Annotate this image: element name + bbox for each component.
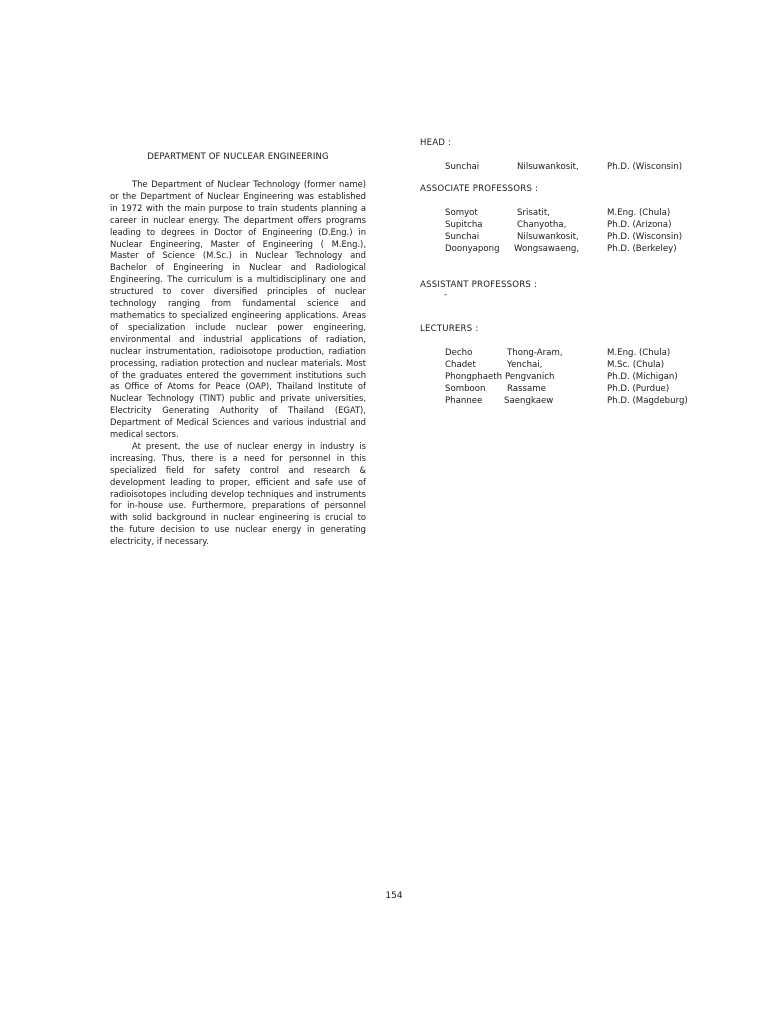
member-first-name: Somboon <box>445 384 486 394</box>
member-degree: M.Eng. (Chula) <box>607 348 671 358</box>
member-first-name: Sunchai <box>445 232 480 242</box>
member-degree: Ph.D. (Michigan) <box>607 372 678 382</box>
associate-member-row <box>420 220 710 232</box>
member-last-name: Pengvanich <box>505 372 555 382</box>
member-degree: Ph.D. (Arizona) <box>607 220 672 230</box>
member-last-name: Srisatit, <box>517 208 550 218</box>
member-last-name: Yenchai, <box>507 360 543 370</box>
member-degree: M.Eng. (Chula) <box>607 208 671 218</box>
department-description <box>110 179 366 548</box>
associate-member-row <box>420 244 710 256</box>
member-degree: M.Sc. (Chula) <box>607 360 665 370</box>
department-title: DEPARTMENT OF NUCLEAR ENGINEERING <box>147 152 329 162</box>
member-degree: Ph.D. (Purdue) <box>607 384 670 394</box>
lecturer-row <box>420 360 710 372</box>
member-last-name: Chanyotha, <box>517 220 567 230</box>
page-number: 154 <box>385 891 403 901</box>
member-first-name: Phannee <box>445 396 483 406</box>
lecturer-row <box>420 396 710 408</box>
associate-member-row <box>420 232 710 244</box>
assistant-professors-none: - <box>444 290 448 300</box>
head-heading: HEAD : <box>420 138 452 148</box>
associate-member-row <box>420 208 710 220</box>
member-last-name: Nilsuwankosit, <box>517 232 579 242</box>
member-first-name: Chadet <box>445 360 476 370</box>
lecturer-row <box>420 384 710 396</box>
member-first-name: Somyot <box>445 208 478 218</box>
member-first-name: Doonyapong <box>445 244 500 254</box>
lecturer-row <box>420 372 710 384</box>
associate-professors-heading: ASSOCIATE PROFESSORS : <box>420 184 539 194</box>
lecturer-row <box>420 348 710 360</box>
member-last-name: Wongsawaeng, <box>514 244 580 254</box>
description-paragraph-1: The Department of Nuclear Technology (former name) or the Department of Nuclear Engineering was established in 1972 with the main purpose to train students planning a career in nuclear energy. The department offers programs leading to degrees in Doctor of Engineering (D.Eng.) in Nuclear Engineering, Master of Engineering ( M.Eng.), Master of Science (M.Sc.) in Nuclear Technology and Bachelor of Engineering in Nuclear and Radiological Engineering. The curriculum is a multidisciplinary one and structured to cover diversified principles of nuclear technology ranging from fundamental science and mathematics to specialized engineering applications. Areas of specialization include nuclear power engineering, environmental and industrial applications of radiation, nuclear instrumentation, radioisotope production, radiation processing, radiation protection and nuclear materials. Most of the graduates entered the government institutions such as Office of Atoms for Peace (OAP), Thailand Institute of Nuclear Technology (TINT) public and private universities, Electricity Generating Authority of Thailand (EGAT), Department of Medical Sciences and various industrial and medical sectors. <box>110 179 366 440</box>
member-degree: Ph.D. (Berkeley) <box>607 244 677 254</box>
member-last-name: Nilsuwankosit, <box>517 162 579 172</box>
member-degree: Ph.D. (Wisconsin) <box>607 162 683 172</box>
member-degree: Ph.D. (Magdeburg) <box>607 396 688 406</box>
member-degree: Ph.D. (Wisconsin) <box>607 232 683 242</box>
head-member-row <box>420 162 710 174</box>
assistant-professors-heading: ASSISTANT PROFESSORS : <box>420 280 538 290</box>
member-first-name: Supitcha <box>445 220 483 230</box>
member-last-name: Saengkaew <box>504 396 554 406</box>
member-first-name: Phongphaeth <box>445 372 503 382</box>
member-last-name: Rassame <box>507 384 546 394</box>
lecturers-heading: LECTURERS : <box>420 324 479 334</box>
member-first-name: Decho <box>445 348 473 358</box>
member-first-name: Sunchai <box>445 162 480 172</box>
member-last-name: Thong-Aram, <box>507 348 563 358</box>
description-paragraph-2: At present, the use of nuclear energy in industry is increasing. Thus, there is a need for personnel in this specialized field for safety control and research & development leading to proper, efficient and safe use of radioisotopes including develop techniques and instruments for in-house use. Furthermore, preparations of personnel with solid background in nuclear engineering is crucial to the future decision to use nuclear energy in generating electricity, if necessary. <box>110 440 366 547</box>
